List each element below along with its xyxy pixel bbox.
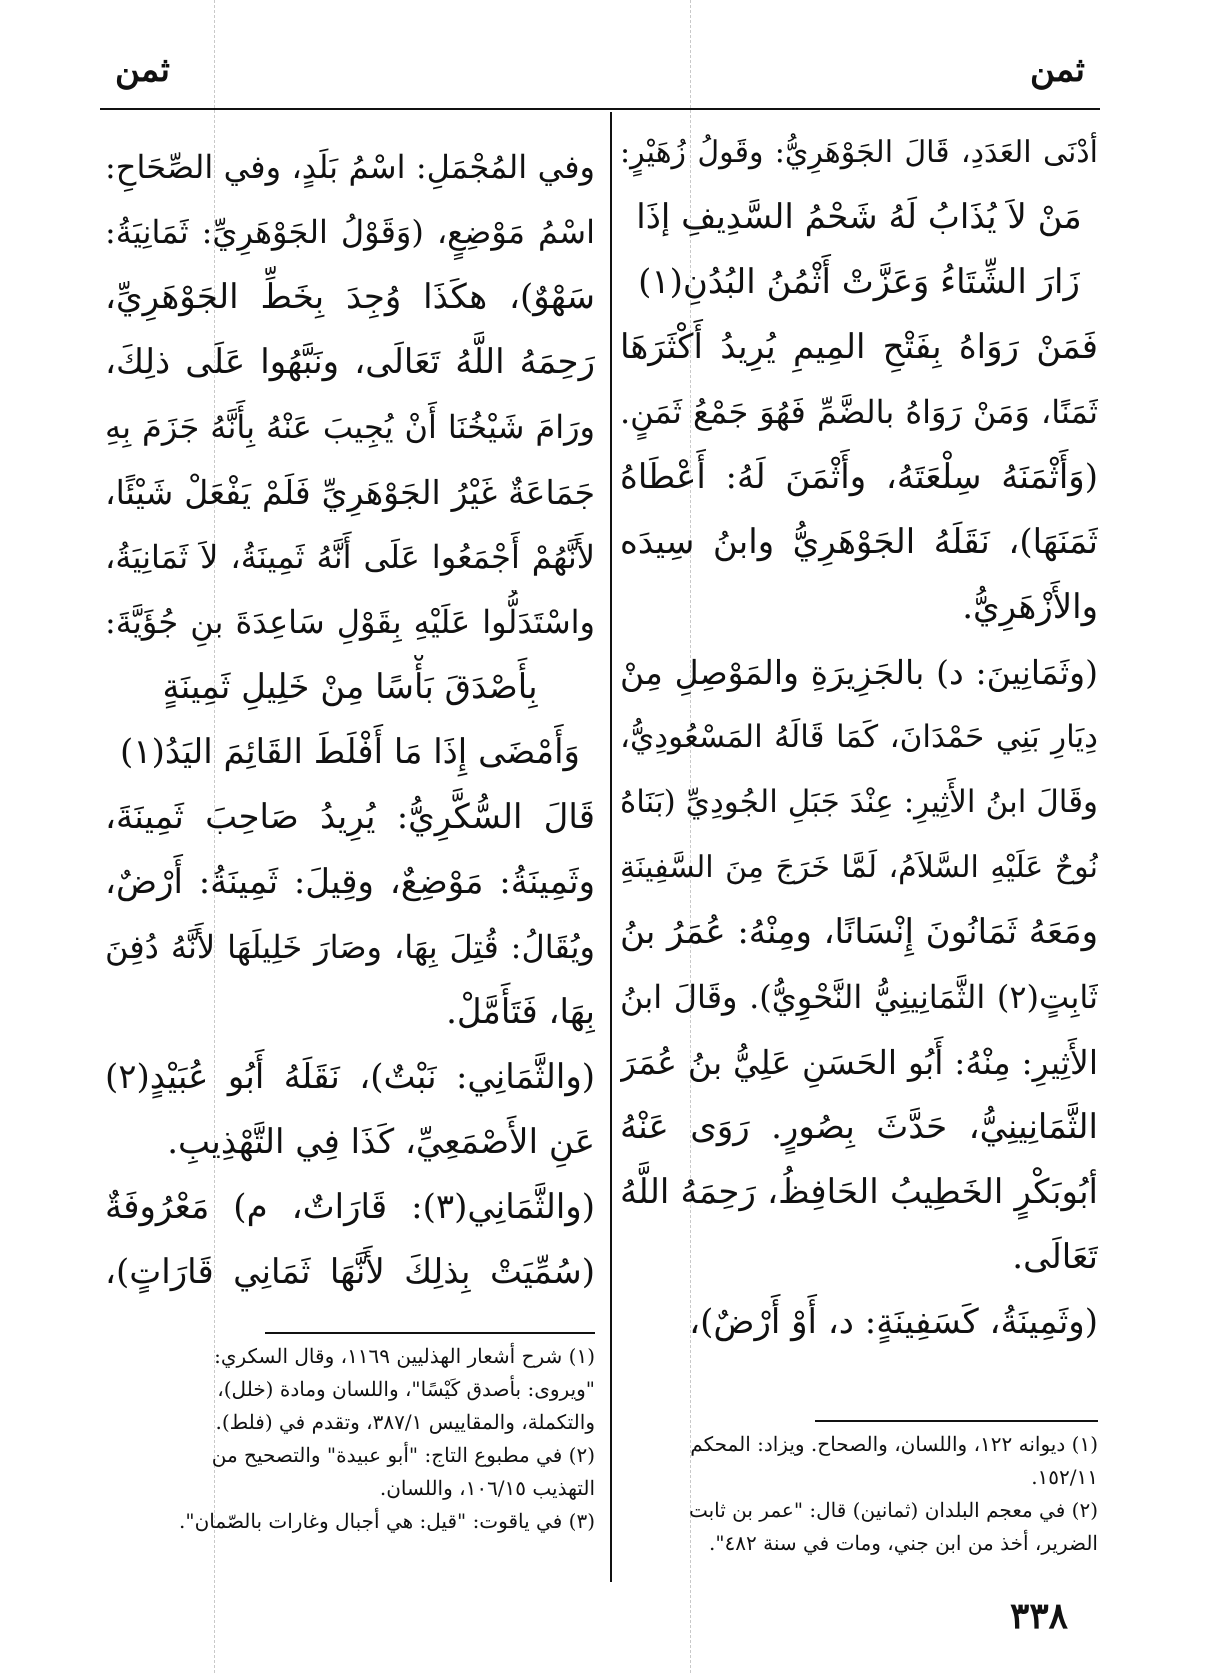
text-line: وقَالَ ابنُ الأَثِيرِ: عِنْدَ جَبَلِ الجُودِيِّ (بَنَاهُ [620, 784, 1098, 820]
text-line: بِهَا، فَتَأَمَّلْ. [446, 992, 595, 1032]
text-line: أبُوبَكْرٍ الخَطِيبُ الحَافِظُ، رَحِمَهُ اللَّهُ [620, 1172, 1098, 1212]
text-line: والأَزْهَرِيُّ. [962, 587, 1098, 627]
text-line: (سُمِّيَتْ بِذلِكَ لأَنَّهَا ثَمَانِي قَارَاتٍ)، [105, 1252, 595, 1292]
text-line: الثَّمَانِينِيُّ، حَدَّثَ بِصُورٍ. رَوَى عَنْهُ [620, 1107, 1098, 1147]
text-line: ومَعَهُ ثَمَانُونَ إِنْسَانًا، ومِنْهُ: عُمَرُ بنُ [620, 912, 1098, 952]
text-line: (وثَمَانِينَ: د) بالجَزِيرَةِ والمَوْصِلِ مِنْ [620, 653, 1098, 692]
text-line: وثَمِينَةُ: مَوْضِعٌ، وقِيلَ: ثَمِينَةُ: أَرْضٌ، [105, 862, 595, 902]
verse-line: مَنْ لاَ يُذَابُ لَهُ شَحْمُ السَّدِيفِ إذَا [636, 197, 1082, 237]
left-footnotes [105, 1340, 595, 1538]
footnote-line: (٢) في معجم البلدان (ثمانين) قال: "عمر بن ثابت [688, 1498, 1098, 1522]
text-line: عَنِ الأَصْمَعِيِّ، كَذَا فِي التَّهْذِيبِ. [167, 1122, 595, 1162]
left-column-text [105, 135, 595, 1305]
right-column-text [620, 120, 1098, 1355]
column-divider [610, 112, 612, 1582]
text-line: وفي المُجْمَلِ: اسْمُ بَلَدٍ، وفي الصِّحَاحِ: [105, 148, 595, 186]
text-line: الأَثِيرِ: مِنْهُ: أَبُو الحَسَنِ عَلِيُّ بنُ عُمَرَ [620, 1043, 1098, 1082]
text-line: ثَابِتٍ(٢) الثَّمَانِينِيُّ النَّحْوِيُّ). وقَالَ ابنُ [620, 978, 1098, 1016]
right-footnotes [640, 1428, 1098, 1560]
text-line: نُوحٌ عَلَيْهِ السَّلاَمُ، لَمَّا خَرَجَ مِنَ السَّفِينَةِ [620, 850, 1098, 885]
running-head-right: ثمن [1030, 50, 1086, 90]
footnote-line: ١٥٢/١١. [1031, 1465, 1098, 1489]
text-line: ورَامَ شَيْخُنَا أَنْ يُجِيبَ عَنْهُ بِأَنَّهُ جَزَمَ بِهِ [105, 408, 595, 446]
footnote-line: (١) ديوانه ١٢٢، واللسان، والصحاح. ويزاد: المحكم [690, 1432, 1098, 1456]
text-line: (وَأَثْمَنَهُ سِلْعَتَهُ، وأَثْمَنَ لَهُ: أَعْطَاهُ [620, 457, 1098, 497]
text-line: اسْمُ مَوْضِعٍ، (وَقَوْلُ الجَوْهَرِيِّ: ثَمَانِيَةُ: [105, 213, 595, 251]
text-line: (والثَّمَانِي: نَبْتٌ)، نَقَلَهُ أَبُو عُبَيْدٍ(٢) [105, 1057, 595, 1097]
running-head-left: ثمن [115, 50, 171, 90]
text-line: قَالَ السُّكَّرِيُّ: يُرِيدُ صَاحِبَ ثَمِينَةَ، [105, 797, 595, 837]
header-rule [100, 108, 1100, 110]
verse-line: بِأَصْدَقَ بَأْسًا مِنْ خَلِيلِ ثَمِينَةٍ [162, 667, 538, 707]
text-line: (والثَّمَانِي(٣): قَارَاتٌ، م) مَعْرُوفَةٌ [105, 1187, 595, 1227]
text-line: ثَمَنَهَا)، نَقَلَهُ الجَوْهَرِيُّ وابنُ سِيدَه [620, 522, 1098, 562]
footnote-line: (٣) في ياقوت: "قيل: هي أجبال وغارات بالصّمان". [179, 1509, 595, 1533]
text-line: (وثَمِينَةُ، كَسَفِينَةٍ: د، أَوْ أَرْضٌ)، [689, 1302, 1098, 1342]
page-number: ٣٣٨ [1010, 1595, 1069, 1637]
verse-line: زَارَ الشِّتَاءُ وَعَزَّتْ أَثْمُنُ البُدُنِ(١) [638, 262, 1080, 302]
text-line: دِيَارِ بَنِي حَمْدَانَ، كَمَا قَالَهُ المَسْعُودِيُّ، [620, 719, 1098, 755]
text-line: جَمَاعَةٌ غَيْرُ الجَوْهَرِيِّ فَلَمْ يَفْعَلْ شَيْئًا، [105, 473, 595, 512]
text-line: تَعَالَى. [1012, 1237, 1098, 1277]
footnote-line: الضرير، أخذ من ابن جني، ومات في سنة ٤٨٢". [708, 1531, 1098, 1555]
footnote-rule-right [815, 1420, 1098, 1422]
text-line: واسْتَدَلُّوا عَلَيْهِ بِقَوْلِ سَاعِدَةَ بنِ جُؤَيَّةَ: [105, 603, 595, 641]
verse-line: وَأَمْضَى إِذَا مَا أَفْلَطَ القَائِمَ اليَدُ(١) [120, 732, 580, 772]
text-line: لأَنَّهُمْ أَجْمَعُوا عَلَى أَنَّهُ ثَمِينَةُ، لاَ ثَمَانِيَةُ، [105, 538, 595, 576]
text-line: فَمَنْ رَوَاهُ بِفَتْحِ المِيمِ يُرِيدُ أَكْثَرَهَا [620, 327, 1098, 367]
footnote-rule-left [265, 1332, 595, 1334]
text-line: أدْنَى العَدَدِ، قَالَ الجَوْهَرِيُّ: وقَولُ زُهَيْرٍ: [620, 135, 1098, 170]
footnote-line: التهذيب ١٠٦/١٥، واللسان. [379, 1476, 595, 1500]
footnote-line: (١) شرح أشعار الهذليين ١١٦٩، وقال السكري: [214, 1344, 595, 1368]
footnote-line: والتكملة، والمقاييس ٣٨٧/١، وتقدم في (فلط). [215, 1410, 595, 1434]
footnote-line: (٢) في مطبوع التاج: "أبو عبيدة" والتصحيح من [211, 1443, 595, 1467]
text-line: ويُقَالُ: قُتِلَ بِهَا، وصَارَ خَلِيلَهَا لأَنَّهُ دُفِنَ [105, 928, 595, 966]
text-line: ثَمَنًا، وَمَنْ رَوَاهُ بالضَّمِّ فَهُوَ جَمْعُ ثَمَنٍ. [620, 393, 1098, 431]
text-line: رَحِمَهُ اللَّهُ تَعَالَى، ونَبَّهُوا عَلَى ذلِكَ، [105, 342, 595, 382]
text-line: سَهْوٌ)، هكَذَا وُجِدَ بِخَطِّ الجَوْهَرِيِّ، [105, 277, 595, 317]
footnote-line: "ويروى: بأصدق كَيْسًا"، واللسان ومادة (خلل)، [217, 1377, 595, 1401]
